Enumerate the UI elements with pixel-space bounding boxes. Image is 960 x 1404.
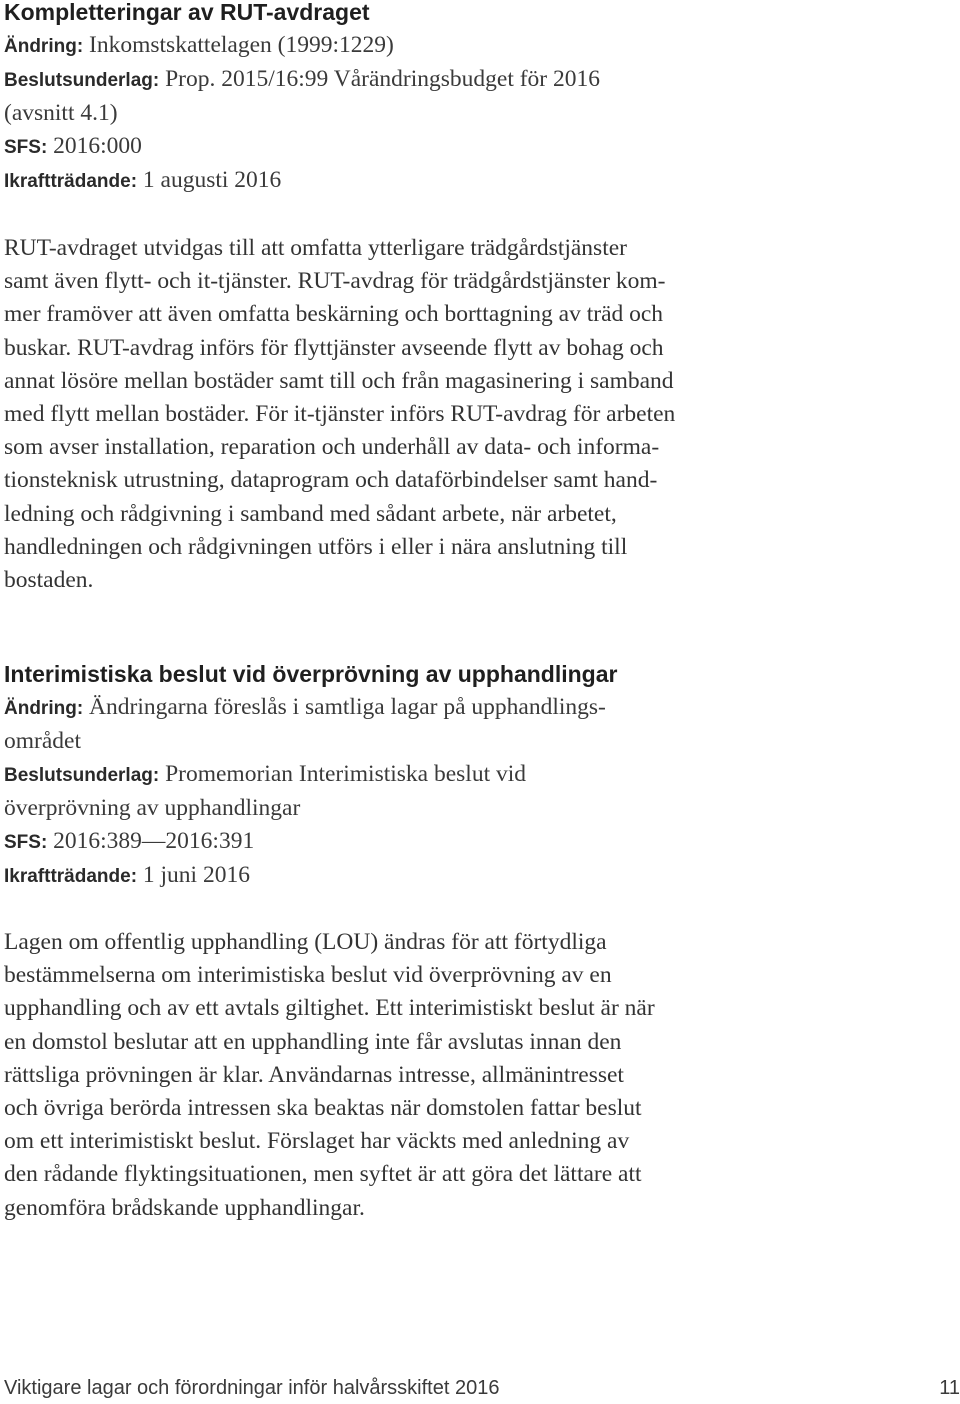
footer-title: Viktigare lagar och förordningar inför halvårsskiftet 2016 (4, 1377, 500, 1399)
body-line: tionsteknisk utrustning, dataprogram och dataförbindelser samt hand- (4, 467, 658, 494)
body-line: om ett interimistiskt beslut. Förslaget har väckts med anledning av (4, 1128, 630, 1155)
body-line: handledningen och rådgivningen utförs i eller i nära anslutning till (4, 533, 628, 560)
meta-value-continued: (avsnitt 4.1) (4, 100, 118, 126)
meta-ikrafttradande (4, 859, 744, 893)
meta-beslutsunderlag (4, 63, 744, 97)
meta-value-continued: området (4, 728, 81, 754)
meta-ikrafttradande (4, 164, 744, 198)
meta-value-continued: överprövning av upphandlingar (4, 795, 301, 821)
body-line: upphandling och av ett avtals giltighet. Ett interimistiskt beslut är när (4, 995, 655, 1022)
section-body (4, 926, 744, 1225)
meta-value: 1 juni 2016 (142, 862, 250, 888)
meta-value: Inkomstskattelagen (1999:1229) (89, 32, 394, 58)
meta-value: Promemorian Interimistiska beslut vid (165, 761, 527, 787)
section-interimistiska-beslut (4, 658, 744, 1225)
meta-key: SFS: (4, 832, 48, 853)
section-heading: Interimistiska beslut vid överprövning av upphandlingar (4, 661, 618, 687)
meta-beslutsunderlag (4, 758, 744, 792)
page-number: 11 (939, 1377, 960, 1399)
meta-value: Ändringarna föreslås i samtliga lagar på upphandlings- (89, 694, 606, 720)
body-line: mer framöver att även omfatta beskärning och borttagning av träd och (4, 301, 664, 328)
meta-key: Ikraftträdande: (4, 171, 138, 192)
body-line: Lagen om offentlig upphandling (LOU) ändras för att förtydliga (4, 929, 607, 955)
body-line: bostaden. (4, 567, 94, 594)
meta-andring (4, 29, 744, 63)
page-footer (4, 1372, 960, 1404)
meta-key: SFS: (4, 137, 48, 158)
meta-sfs (4, 825, 744, 859)
meta-andring-cont (4, 725, 744, 758)
body-line: genomföra brådskande upphandlingar. (4, 1194, 365, 1221)
meta-key: Ändring: (4, 36, 84, 57)
meta-key: Beslutsunderlag: (4, 70, 160, 91)
section-heading: Kompletteringar av RUT-avdraget (4, 0, 370, 25)
section-rut-avdraget (4, 0, 744, 597)
body-line: ledning och rådgivning i samband med sådant arbete, när arbetet, (4, 500, 617, 527)
section-body (4, 232, 744, 597)
meta-beslutsunderlag-cont (4, 97, 744, 130)
meta-value: Prop. 2015/16:99 Vårändringsbudget för 2016 (165, 66, 601, 92)
body-line: RUT-avdraget utvidgas till att omfatta ytterligare trädgårdstjänster (4, 235, 627, 261)
body-line: som avser installation, reparation och underhåll av data- och informa- (4, 434, 660, 461)
body-line: buskar. RUT-avdrag införs för flyttjänster avseende flytt av bohag och (4, 334, 664, 361)
meta-key: Beslutsunderlag: (4, 765, 160, 786)
meta-beslutsunderlag-cont (4, 792, 744, 825)
meta-key: Ändring: (4, 698, 84, 719)
body-line: den rådande flyktingsituationen, men syftet är att göra det lättare att (4, 1161, 642, 1188)
body-line: och övriga berörda intressen ska beaktas när domstolen fattar beslut (4, 1095, 642, 1122)
meta-key: Ikraftträdande: (4, 866, 138, 887)
body-line: samt även flytt- och it-tjänster. RUT-avdrag för trädgårdstjänster kom- (4, 268, 666, 295)
meta-value: 2016:000 (53, 133, 142, 159)
body-line: bestämmelserna om interimistiska beslut vid överprövning av en (4, 962, 612, 989)
body-line: en domstol beslutar att en upphandling inte får avslutas innan den (4, 1028, 622, 1055)
body-line: rättsliga prövningen är klar. Användarnas intresse, allmänintresset (4, 1061, 624, 1088)
meta-andring (4, 691, 744, 725)
meta-sfs (4, 130, 744, 164)
meta-value: 2016:389—2016:391 (53, 828, 255, 854)
body-line: annat lösöre mellan bostäder samt till och från magasinering i samband (4, 367, 674, 394)
meta-value: 1 augusti 2016 (142, 167, 282, 193)
body-line: med flytt mellan bostäder. För it-tjänster införs RUT-avdrag för arbeten (4, 401, 676, 428)
